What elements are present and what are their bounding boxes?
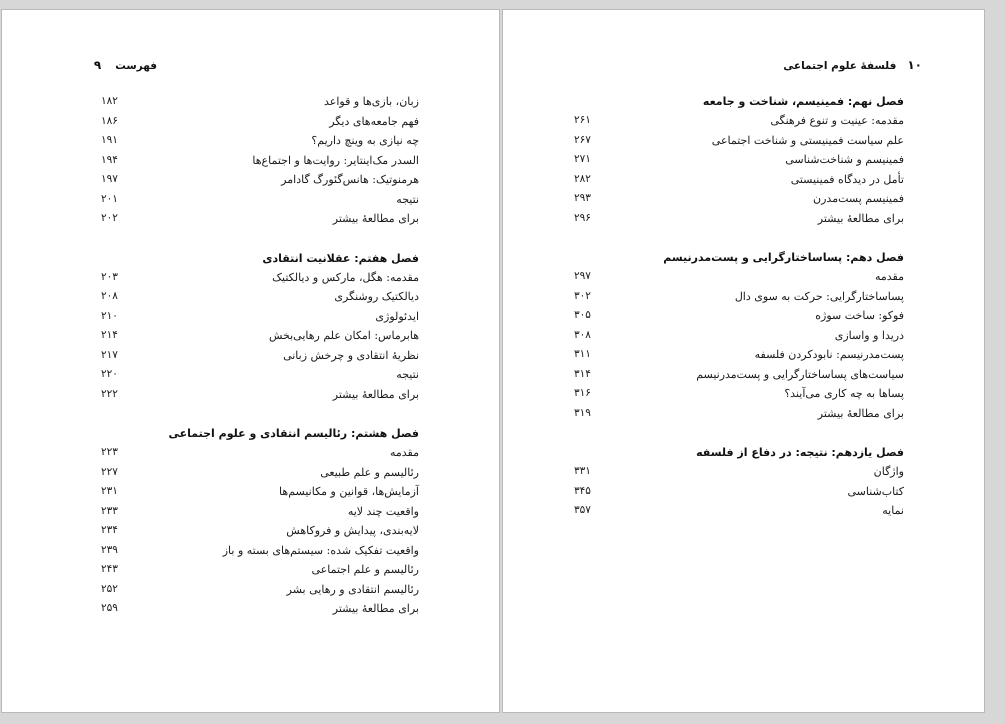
running-head (783, 58, 922, 72)
toc-entry-title: مقدمه: هگل، مارکس و دیالکتیک (272, 270, 419, 284)
book-page-right (503, 10, 984, 712)
chapter-heading: فصل دهم: پساساختارگرایی و پست‌مدرنیسم (663, 251, 904, 264)
toc-entry-title: دریدا و واسازی (834, 328, 904, 342)
toc-entry-title: برای مطالعهٔ بیشتر (332, 602, 419, 615)
toc-entry-page: ۲۹۳ (574, 192, 591, 204)
toc-entry-page: ۲۵۲ (101, 582, 118, 595)
toc-entry-page: ۱۹۴ (101, 153, 118, 166)
toc-entry-page: ۱۹۱ (101, 134, 118, 146)
toc-entry-page: ۱۸۶ (101, 114, 118, 127)
toc-entry-title: برای مطالعهٔ بیشتر (332, 387, 419, 401)
toc-entry (574, 150, 904, 170)
toc-entry-title: برای مطالعهٔ بیشتر (817, 406, 904, 420)
toc-entry-page: ۳۱۴ (574, 367, 591, 380)
toc-entry-title: آزمایش‌ها، قوانین و مکانیسم‌ها (279, 485, 419, 498)
toc-entry-page: ۲۳۱ (101, 485, 118, 497)
toc-entry-page: ۱۹۷ (101, 173, 118, 185)
toc-entry-title: زبان، بازی‌ها و قواعد (324, 95, 419, 108)
toc-entry (101, 365, 419, 385)
toc-entry-page: ۲۴۳ (101, 563, 118, 575)
toc-entry-page: ۲۲۲ (101, 387, 118, 400)
toc-entry-title: پساها به چه کاری می‌آیند؟ (784, 387, 904, 400)
toc-entry (101, 482, 419, 502)
toc-entry-page: ۲۰۸ (101, 290, 118, 302)
toc-entry-title: چه نیازی به وینچ داریم؟ (311, 134, 419, 147)
toc-entry-title: هرمنوتیک: هانس‌گئورگ گادامر (281, 173, 419, 186)
toc-entry-page: ۲۲۳ (101, 446, 118, 458)
toc-entry-title: مقدمه: عینیت و تنوع فرهنگی (770, 114, 904, 127)
toc-entry-page: ۲۰۲ (101, 212, 118, 224)
toc-entry (574, 209, 904, 229)
running-head-title: فهرست (115, 60, 157, 72)
toc-entry-page: ۲۱۴ (101, 329, 118, 341)
toc-entry (574, 482, 904, 502)
toc-section (101, 92, 419, 229)
page-number: ۱۰ (907, 58, 922, 72)
toc-entry (101, 268, 419, 288)
toc-entry-page: ۲۰۳ (101, 270, 118, 283)
toc-entry (101, 346, 419, 366)
toc-entry-title: فوکو: ساخت سوژه (815, 309, 904, 322)
toc-entry-title: هابرماس: امکان علم رهایی‌بخش (268, 329, 419, 342)
chapter-heading: فصل هفتم: عقلانیت انتقادی (262, 251, 419, 265)
toc-entry (574, 404, 904, 424)
toc-entry (101, 112, 419, 132)
toc-entry (101, 443, 419, 463)
toc-entry-page: ۲۵۹ (101, 602, 118, 614)
chapter-heading: فصل یازدهم: نتیجه: در دفاع از فلسفه (696, 446, 904, 459)
toc-entry-title: مقدمه (874, 270, 904, 283)
toc-entry (574, 131, 904, 151)
toc-entry (101, 385, 419, 405)
toc-entry-title: سیاست‌های پساساختارگرایی و پست‌مدرنیسم (696, 367, 904, 381)
toc-entry-title: رئالیسم و علم اجتماعی (311, 563, 419, 576)
toc-section (574, 248, 904, 423)
toc-entry (574, 111, 904, 131)
toc-entry (101, 463, 419, 483)
running-head (94, 58, 157, 72)
toc-entry (101, 92, 419, 112)
toc-entry (574, 462, 904, 482)
toc-entry (574, 170, 904, 190)
toc-entry-page: ۲۲۰ (101, 368, 118, 380)
toc-entry-title: لایه‌بندی، پیدایش و فروکاهش (286, 524, 419, 537)
toc-entry-title: رئالیسم انتقادی و رهایی بشر (286, 582, 419, 596)
toc-entry (101, 560, 419, 580)
toc-entry (574, 267, 904, 287)
toc-entry-title: نتیجه (396, 192, 419, 206)
toc-entry (574, 501, 904, 521)
toc-entry-title: السدر مک‌اینتایر: روایت‌ها و اجتماع‌ها (252, 153, 419, 167)
toc-entry (101, 151, 419, 171)
toc-entry (574, 345, 904, 365)
toc-entry-page: ۳۴۵ (574, 484, 591, 497)
toc-entry-page: ۲۷۱ (574, 153, 591, 165)
toc-entry-page: ۳۵۷ (574, 504, 591, 516)
toc-entry (101, 190, 419, 210)
toc-entry-page: ۳۱۹ (574, 406, 591, 419)
toc-entry (101, 580, 419, 600)
toc-entry-page: ۲۸۲ (574, 172, 591, 185)
toc-section (101, 249, 419, 405)
toc-entry (101, 326, 419, 346)
chapter-heading: فصل نهم: فمینیسم، شناخت و جامعه (702, 95, 904, 108)
toc-entry-page: ۲۹۷ (574, 270, 591, 282)
table-of-contents (101, 92, 419, 639)
toc-entry-title: فمینیسم پست‌مدرن (813, 192, 904, 205)
toc-entry-title: نمایه (882, 504, 904, 517)
toc-entry (101, 541, 419, 561)
toc-entry-title: کتاب‌شناسی (847, 484, 904, 498)
toc-entry-page: ۳۰۵ (574, 309, 591, 321)
toc-entry-page: ۱۸۲ (101, 95, 118, 107)
toc-entry-title: نظریهٔ انتقادی و چرخش زبانی (283, 348, 419, 362)
toc-entry-title: دیالکتیک روشنگری (334, 290, 419, 303)
toc-entry-title: فهم جامعه‌های دیگر (329, 114, 419, 128)
running-head-title: فلسفهٔ علوم اجتماعی (783, 60, 897, 72)
toc-entry-page: ۲۶۷ (574, 133, 591, 146)
table-of-contents (574, 92, 904, 541)
toc-entry (574, 365, 904, 385)
toc-entry (574, 384, 904, 404)
toc-section (574, 92, 904, 228)
toc-entry (101, 599, 419, 619)
toc-entry (101, 209, 419, 229)
toc-entry-title: رئالیسم و علم طبیعی (320, 465, 419, 479)
toc-entry (101, 307, 419, 327)
toc-entry-title: برای مطالعهٔ بیشتر (817, 211, 904, 225)
toc-entry-title: واقعیت تفکیک شده: سیستم‌های بسته و باز (222, 543, 419, 557)
toc-entry (574, 287, 904, 307)
toc-entry-page: ۳۱۱ (574, 348, 591, 360)
toc-entry-page: ۲۹۶ (574, 211, 591, 224)
toc-entry (574, 306, 904, 326)
toc-entry-page: ۲۳۳ (101, 504, 118, 517)
toc-entry (101, 131, 419, 151)
toc-section (574, 443, 904, 521)
toc-entry (101, 287, 419, 307)
toc-entry-page: ۲۲۷ (101, 465, 118, 478)
page-number: ۹ (93, 58, 102, 72)
toc-entry-title: تأمل در دیدگاه فمینیستی (790, 172, 904, 186)
toc-entry-title: مقدمه (389, 446, 419, 459)
toc-entry-title: فمینیسم و شناخت‌شناسی (785, 153, 904, 166)
toc-entry-title: پست‌مدرنیسم: نابودکردن فلسفه (754, 348, 904, 361)
toc-section (101, 424, 419, 619)
toc-entry (101, 170, 419, 190)
toc-entry-page: ۳۳۱ (574, 465, 591, 477)
chapter-heading: فصل هشتم: رئالیسم انتقادی و علوم اجتماعی (168, 427, 419, 440)
toc-entry-page: ۲۳۴ (101, 524, 118, 536)
toc-entry-title: پساساختارگرایی: حرکت به سوی دال (734, 289, 904, 303)
toc-entry-title: واژگان (873, 465, 904, 478)
toc-entry-page: ۲۶۱ (574, 114, 591, 126)
book-page-left (2, 10, 499, 712)
toc-entry (574, 326, 904, 346)
toc-entry (101, 521, 419, 541)
toc-entry-page: ۳۱۶ (574, 387, 591, 399)
toc-entry-page: ۳۰۸ (574, 328, 591, 341)
toc-entry-title: علم سیاست فمینیستی و شناخت اجتماعی (711, 133, 904, 147)
toc-entry-title: نتیجه (396, 368, 419, 381)
toc-entry (574, 189, 904, 209)
toc-entry-title: واقعیت چند لایه (347, 504, 419, 518)
toc-entry-page: ۲۱۰ (101, 309, 118, 322)
toc-entry-title: برای مطالعهٔ بیشتر (332, 212, 419, 225)
toc-entry (101, 502, 419, 522)
toc-entry-page: ۲۳۹ (101, 543, 118, 556)
toc-entry-page: ۳۰۲ (574, 289, 591, 302)
toc-entry-title: ایدئولوژی (375, 309, 419, 323)
toc-entry-page: ۲۱۷ (101, 348, 118, 361)
toc-entry-page: ۲۰۱ (101, 192, 118, 205)
